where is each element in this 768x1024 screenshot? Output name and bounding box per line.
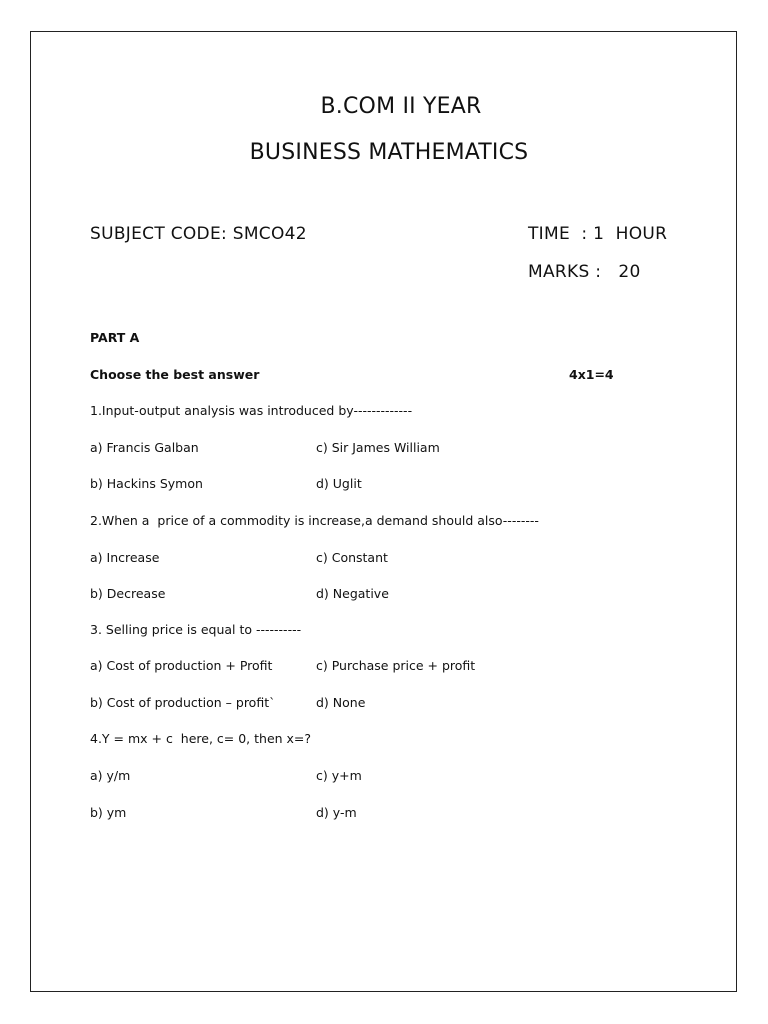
question-2-option-c: c) Constant — [316, 550, 388, 565]
question-3-option-c: c) Purchase price + profit — [316, 658, 476, 673]
section-instruction: Choose the best answer — [90, 367, 260, 382]
subject-title: BUSINESS MATHEMATICS — [249, 140, 529, 165]
question-1-option-d: d) Uglit — [316, 476, 362, 491]
question-3-option-d: d) None — [316, 695, 366, 710]
question-3-option-a: a) Cost of production + Profit — [90, 658, 273, 673]
exam-year-title: B.COM II YEAR — [320, 94, 482, 119]
question-4-option-c: c) y+m — [316, 768, 362, 783]
question-2-option-d: d) Negative — [316, 586, 389, 601]
question-1: 1.Input-output analysis was introduced by------------- — [90, 403, 413, 418]
question-3-option-b: b) Cost of production – profit` — [90, 695, 276, 710]
section-score: 4x1=4 — [569, 367, 614, 382]
section-heading: PART A — [90, 330, 140, 345]
page-border — [30, 31, 737, 992]
exam-time: TIME : 1 HOUR — [528, 224, 668, 244]
question-2-option-b: b) Decrease — [90, 586, 166, 601]
exam-marks: MARKS : 20 — [528, 262, 641, 282]
question-4: 4.Y = mx + c here, c= 0, then x=? — [90, 731, 312, 746]
question-1-option-c: c) Sir James William — [316, 440, 440, 455]
question-4-option-b: b) ym — [90, 805, 127, 820]
question-2-option-a: a) Increase — [90, 550, 160, 565]
question-1-option-b: b) Hackins Symon — [90, 476, 203, 491]
question-4-option-d: d) y-m — [316, 805, 357, 820]
question-3: 3. Selling price is equal to ---------- — [90, 622, 302, 637]
subject-code: SUBJECT CODE: SMCO42 — [90, 224, 307, 244]
question-4-option-a: a) y/m — [90, 768, 131, 783]
question-1-option-a: a) Francis Galban — [90, 440, 199, 455]
question-2: 2.When a price of a commodity is increase,a demand should also-------- — [90, 513, 539, 528]
